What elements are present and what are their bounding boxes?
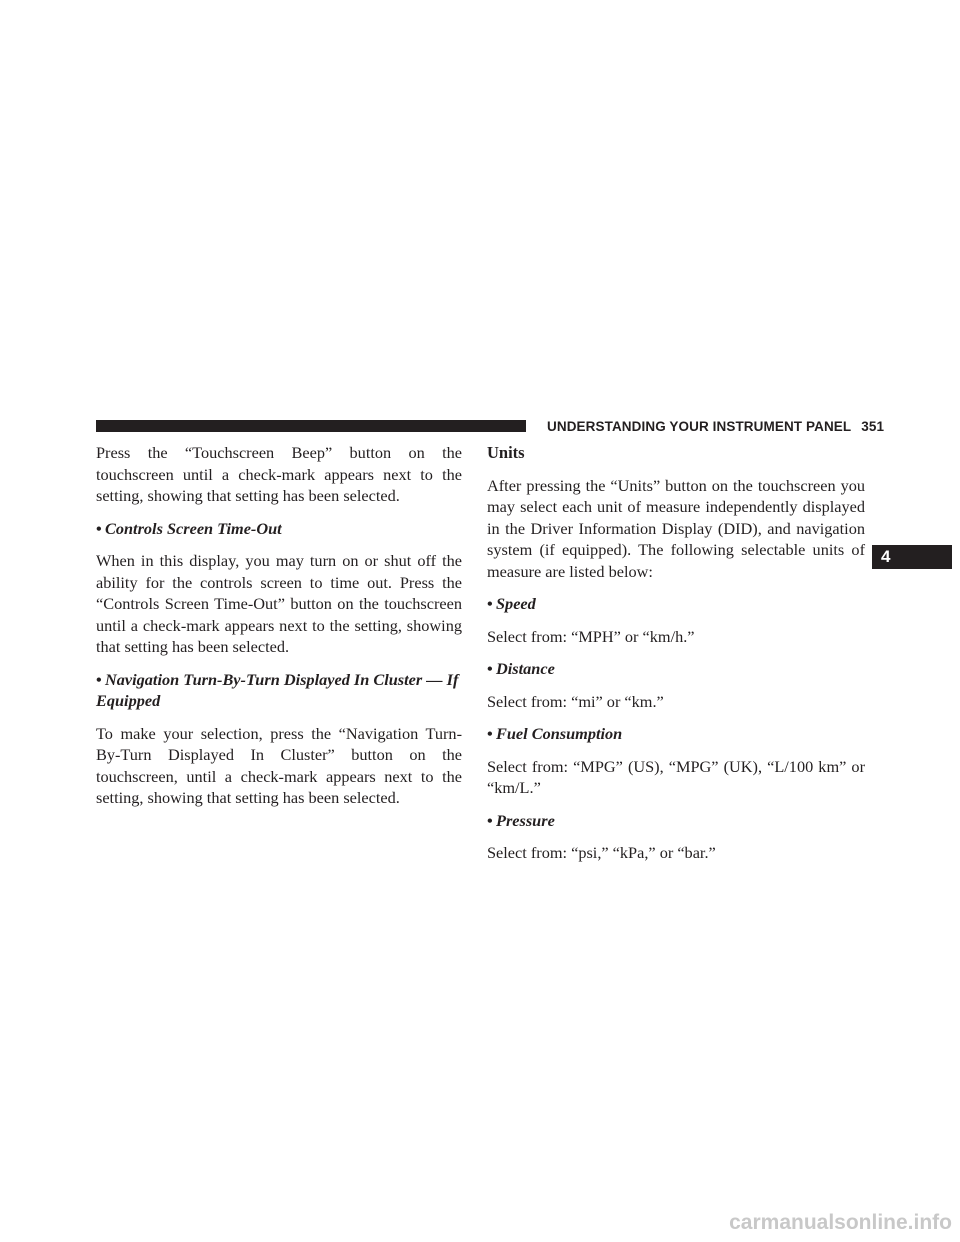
bullet-label: Navigation Turn-By-Turn Displayed In Cluster — If Equipped — [96, 669, 459, 710]
section-title: UNDERSTANDING YOUR INSTRUMENT PANEL — [547, 419, 852, 434]
bullet-icon: • — [487, 594, 493, 613]
paragraph-units-intro: After pressing the “Units” button on the touchscreen you may select each unit of measure independently displayed in the Driver Information Display (DID), and navigation system (if equipped). The following selectable units of measure are listed below: — [487, 475, 865, 581]
page-number: 351 — [861, 419, 885, 434]
chapter-tab — [872, 545, 952, 569]
bullet-controls-screen-timeout — [96, 518, 462, 540]
bullet-icon: • — [487, 659, 493, 678]
bullet-label: Fuel Consumption — [496, 724, 623, 743]
header-rule — [96, 420, 526, 432]
paragraph-speed-options: Select from: “MPH” or “km/h.” — [487, 626, 695, 646]
paragraph-controls-screen-timeout: When in this display, you may turn on or shut off the ability for the controls screen to time out. Press the “Controls Screen Time-Out” button on the touchscreen until a check-mark appears next to the setting, showing that setting has been selected. — [96, 551, 462, 656]
bullet-icon: • — [487, 724, 493, 743]
bullet-label: Pressure — [496, 810, 555, 830]
left-column — [96, 442, 462, 820]
right-column — [487, 442, 865, 875]
bullet-icon: • — [487, 810, 493, 830]
units-heading: Units — [487, 443, 525, 462]
chapter-number: 4 — [881, 547, 891, 566]
paragraph-pressure-options: Select from: “psi,” “kPa,” or “bar.” — [487, 843, 716, 862]
paragraph-touchscreen-beep: Press the “Touchscreen Beep” button on the touchscreen until a check-mark appears next to the setting, showing that setting has been selected. — [96, 443, 462, 505]
bullet-navigation-turn-by-turn — [96, 669, 462, 712]
watermark: carmanualsonline.info — [729, 1211, 952, 1234]
paragraph-navigation-turn-by-turn: To make your selection, press the “Navigation Turn-By-Turn Displayed In Cluster” button on the touchscreen, until a check-mark appears next to the setting, showing that setting has been selected. — [96, 723, 462, 807]
running-header — [547, 418, 884, 436]
paragraph-distance-options: Select from: “mi” or “km.” — [487, 691, 664, 711]
bullet-label: Distance — [496, 659, 555, 678]
bullet-fuel-consumption — [487, 723, 865, 745]
bullet-icon: • — [96, 669, 102, 689]
bullet-label: Speed — [496, 594, 536, 613]
bullet-label: Controls Screen Time-Out — [105, 518, 282, 538]
bullet-pressure — [487, 810, 865, 832]
bullet-distance — [487, 658, 865, 680]
paragraph-fuel-consumption-options: Select from: “MPG” (US), “MPG” (UK), “L/100 km” or “km/L.” — [487, 756, 865, 797]
bullet-speed — [487, 593, 865, 615]
bullet-icon: • — [96, 518, 102, 538]
